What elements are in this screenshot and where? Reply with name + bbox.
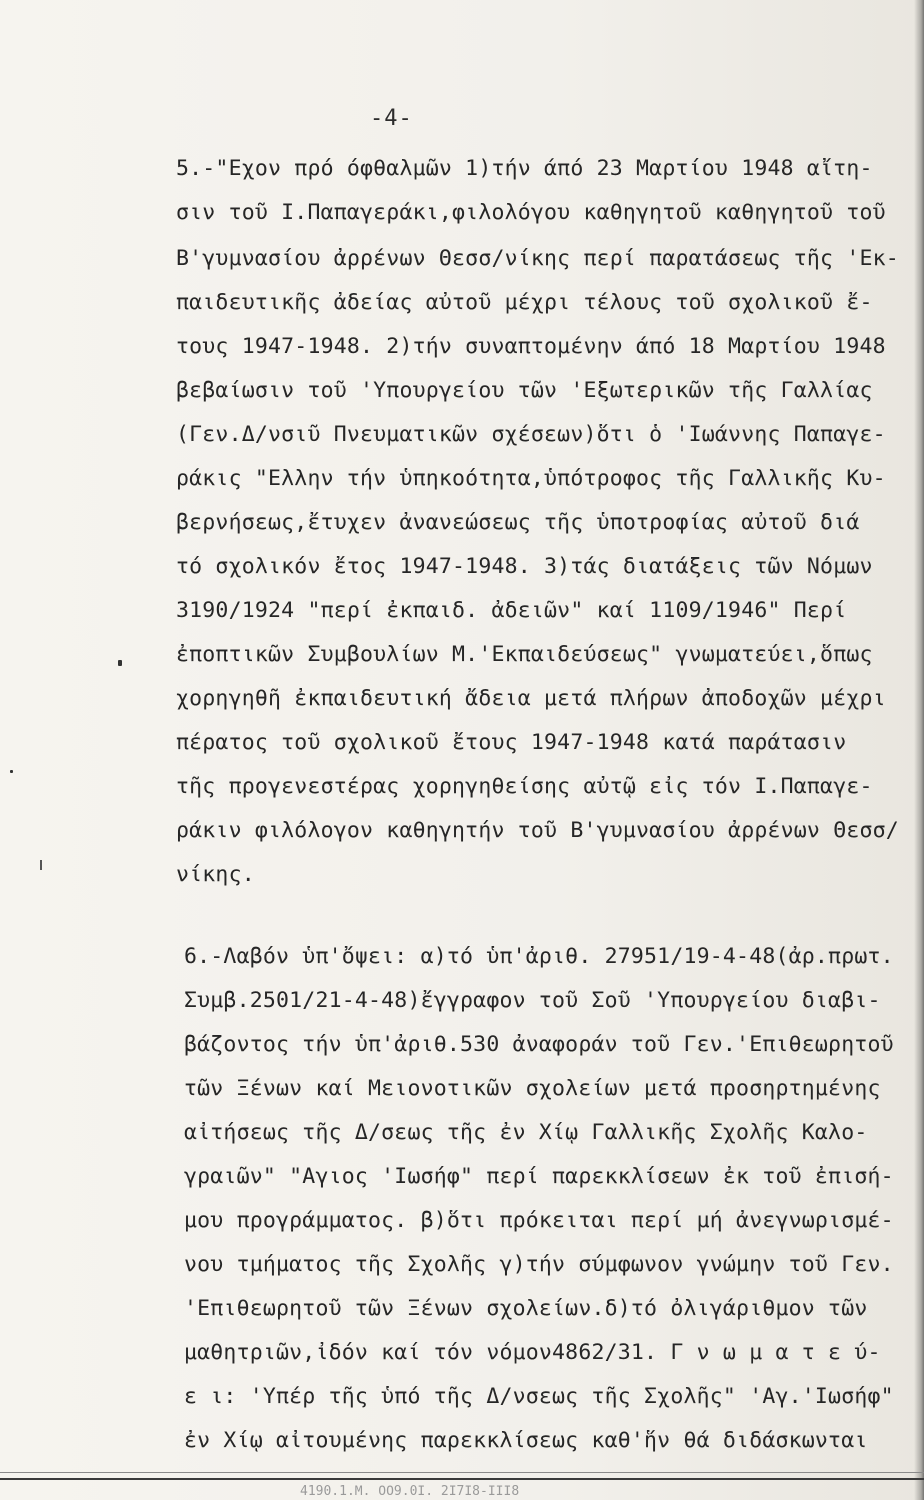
scan-speck: [118, 660, 122, 666]
text-line: τῶν Ξένων καί Μειονοτικῶν σχολείων μετά προσηρτημένης: [184, 1076, 881, 1101]
page-bottom-edge: [0, 1478, 924, 1480]
text-line: ἐποπτικῶν Συμβουλίων Μ.'Εκπαιδεύσεως" γνωματεύει,ὅπως: [176, 642, 873, 667]
text-line: (Γεν.Δ/νσιῦ Πνευματικῶν σχέσεων)ὅτι ὁ 'Ιωάννης Παπαγε-: [176, 422, 886, 447]
faded-footer-text: 4190.1.Μ. ΟΟ9.0Ι. 2Ι7Ι8-ΙΙΙ8: [300, 1484, 520, 1499]
text-line: σιν τοῦ Ι.Παπαγεράκι,φιλολόγου καθηγητοῦ καθηγητοῦ τοῦ: [176, 200, 886, 225]
text-line: τους 1947-1948. 2)τήν συναπτομένην άπό 18 Μαρτίου 1948: [176, 334, 886, 359]
text-line: νου τμήματος τῆς Σχολῆς γ)τήν σύμφωνον γνώμην τοῦ Γεν.: [184, 1252, 894, 1277]
text-line: μου προγράμματος. β)ὅτι πρόκειται περί μή ἀνεγνωρισμέ-: [184, 1208, 894, 1233]
text-line: βεβαίωσιν τοῦ 'Υπουργείου τῶν 'Εξωτερικῶν τῆς Γαλλίας: [176, 378, 873, 403]
text-line: τό σχολικόν ἔτος 1947-1948. 3)τάς διατάξεις τῶν Νόμων: [176, 554, 873, 579]
text-line: 3190/1924 "περί ἐκπαιδ. ἀδειῶν" καί 1109/1946" Περί: [176, 598, 847, 623]
text-line: ράκις "Ελλην τήν ὑπηκοότητα,ὑπότροφος τῆς Γαλλικῆς Κυ-: [176, 466, 886, 491]
text-line: τῆς προγενεστέρας χορηγηθείσης αὐτῷ εἰς τόν Ι.Παπαγε-: [176, 774, 873, 799]
text-line: νίκης.: [176, 862, 255, 887]
scan-speck: [10, 770, 13, 773]
text-line: παιδευτικῆς ἀδείας αὐτοῦ μέχρι τέλους τοῦ σχολικοῦ ἔ-: [176, 290, 873, 315]
text-line: ἐν Χίῳ αἰτουμένης παρεκκλίσεως καθ'ἥν θά διδάσκωνται: [184, 1428, 868, 1453]
text-line: βερνήσεως,ἔτυχεν ἀνανεώσεως τῆς ὑποτροφίας αὐτοῦ διά: [176, 510, 860, 535]
text-line: Β'γυμνασίου ἀρρένων Θεσσ/νίκης περί παρατάσεως τῆς 'Εκ-: [176, 246, 899, 271]
text-line: 5.-"Εχον πρό όφθαλμῶν 1)τήν άπό 23 Μαρτίου 1948 αἴτη-: [176, 156, 873, 181]
text-line: βάζοντος τήν ὑπ'ἀριθ.530 ἀναφοράν τοῦ Γεν.'Επιθεωρητοῦ: [184, 1032, 894, 1057]
page-number: -4-: [370, 106, 413, 131]
page-fold-line: [0, 1472, 924, 1473]
text-line: χορηγηθῆ ἐκπαιδευτική ἄδεια μετά πλήρων ἀποδοχῶν μέχρι: [176, 686, 886, 711]
text-line: πέρατος τοῦ σχολικοῦ ἔτους 1947-1948 κατά παράτασιν: [176, 730, 847, 755]
text-line: ράκιν φιλόλογον καθηγητήν τοῦ Β'γυμνασίου ἀρρένων Θεσσ/: [176, 818, 899, 843]
page-edge-shadow: [914, 0, 924, 1500]
text-line: μαθητριῶν,ἰδόν καί τόν νόμον4862/31. Γ ν ω μ α τ ε ύ-: [184, 1340, 881, 1365]
text-line: 'Επιθεωρητοῦ τῶν Ξένων σχολείων.δ)τό ὀλιγάριθμον τῶν: [184, 1296, 868, 1321]
text-line: Συμβ.2501/21-4-48)ἔγγραφον τοῦ Σοῦ 'Υπουργείου διαβι-: [184, 988, 881, 1013]
text-line: 6.-Λαβόν ὑπ'ὄψει: α)τό ὑπ'ἀριθ. 27951/19-4-48(ἀρ.πρωτ.: [184, 944, 894, 969]
text-line: γραιῶν" "Αγιος 'Ιωσήφ" περί παρεκκλίσεων ἐκ τοῦ ἐπισή-: [184, 1164, 894, 1189]
scan-speck: [40, 860, 42, 870]
text-line: ε ι: 'Υπέρ τῆς ὑπό τῆς Δ/νσεως τῆς Σχολῆς" 'Αγ.'Ιωσήφ": [184, 1384, 894, 1409]
text-line: αἰτήσεως τῆς Δ/σεως τῆς ἐν Χίῳ Γαλλικῆς Σχολῆς Καλο-: [184, 1120, 868, 1145]
